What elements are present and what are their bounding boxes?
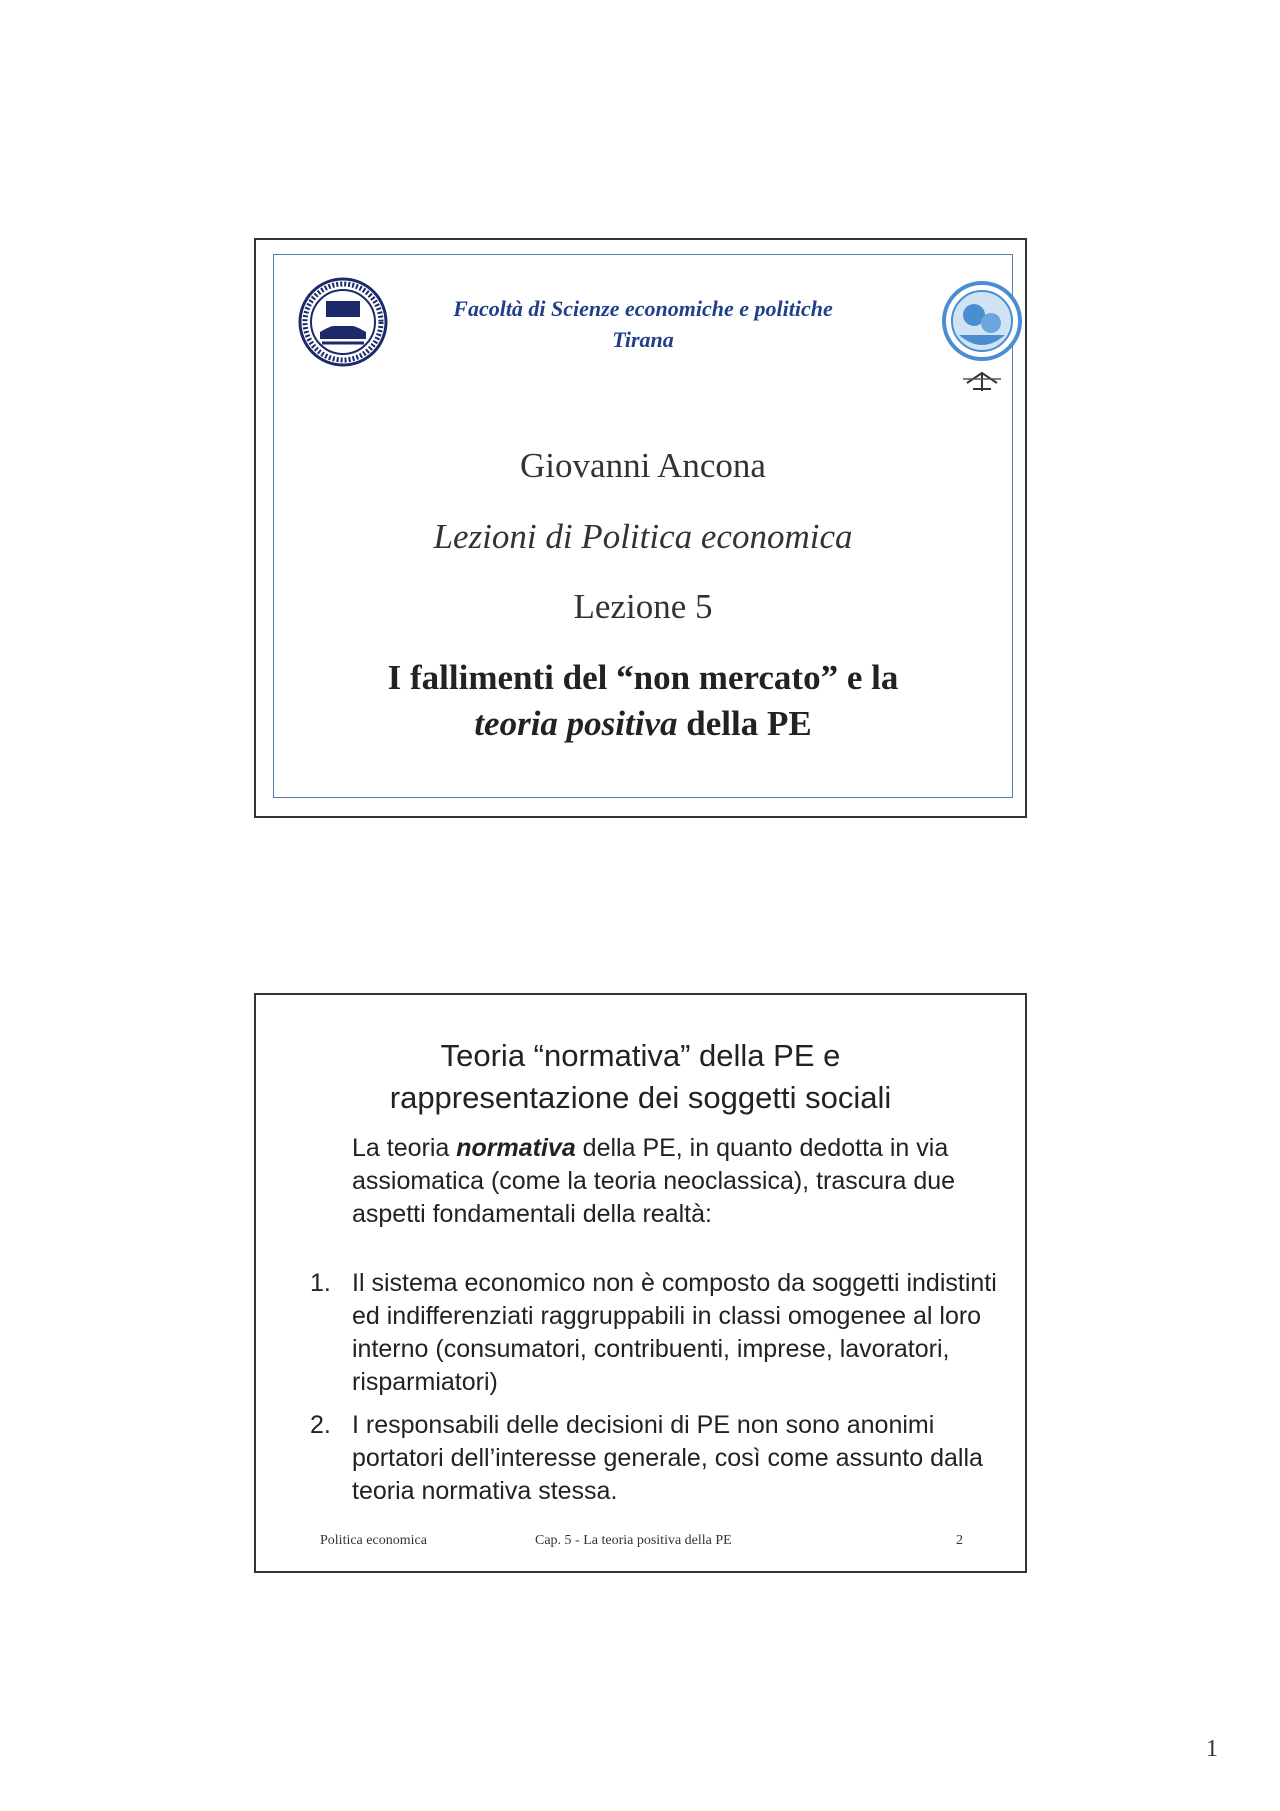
slide-2-list (310, 1267, 1000, 1518)
faculty-city: Tirana (612, 327, 674, 352)
lesson-title-line-1: I fallimenti del “non mercato” e la (387, 658, 899, 697)
author-name: Giovanni Ancona (520, 446, 766, 485)
madonna-medallion-logo (941, 273, 1023, 401)
faculty-heading (274, 293, 1012, 355)
page-number: 1 (1206, 1736, 1218, 1762)
course-title: Lezioni di Politica economica (433, 517, 853, 556)
list-item (310, 1409, 1000, 1508)
lesson-title-line-2 (274, 701, 1012, 747)
lesson-title-emphasis: teoria positiva (474, 704, 678, 743)
footer-course: Politica economica (320, 1533, 427, 1548)
faculty-name: Facoltà di Scienze economiche e politiche (453, 296, 833, 321)
list-item-text: Il sistema economico non è composto da soggetti indistinti ed indifferenziati raggruppabili in classi omogenee al loro interno (consumatori, contribuenti, imprese, lavoratori, risparmiatori) (352, 1269, 997, 1396)
intro-before: La teoria (352, 1134, 457, 1162)
slide-2-heading (256, 1035, 1025, 1119)
slide-2-heading-line-1: Teoria “normativa” della PE e (440, 1038, 841, 1073)
intro-after: della PE, in quanto dedotta in via assiomatica (come la teoria neoclassica), trascura due aspetti fondamentali della realtà: (352, 1134, 956, 1228)
footer-chapter: Cap. 5 - La teoria positiva della PE (535, 1533, 732, 1548)
slide-1 (254, 238, 1027, 818)
lesson-title-rest: della PE (677, 704, 812, 743)
list-item (310, 1267, 1000, 1399)
lesson-title (274, 655, 1012, 747)
slide-1-inner-frame (273, 254, 1013, 798)
slide-2-heading-line-2: rappresentazione dei soggetti sociali (389, 1080, 892, 1115)
slide-2-intro (352, 1132, 992, 1231)
lesson-number: Lezione 5 (573, 587, 713, 626)
list-item-number: 1. (310, 1269, 331, 1297)
list-item-text: I responsabili delle decisioni di PE non sono anonimi portatori dell’interesse generale, così come assunto dalla teoria normativa stessa. (352, 1411, 983, 1505)
slide-2 (254, 993, 1027, 1573)
footer-slide-number: 2 (956, 1533, 963, 1548)
intro-emphasis: normativa (456, 1134, 576, 1162)
list-item-number: 2. (310, 1411, 331, 1439)
